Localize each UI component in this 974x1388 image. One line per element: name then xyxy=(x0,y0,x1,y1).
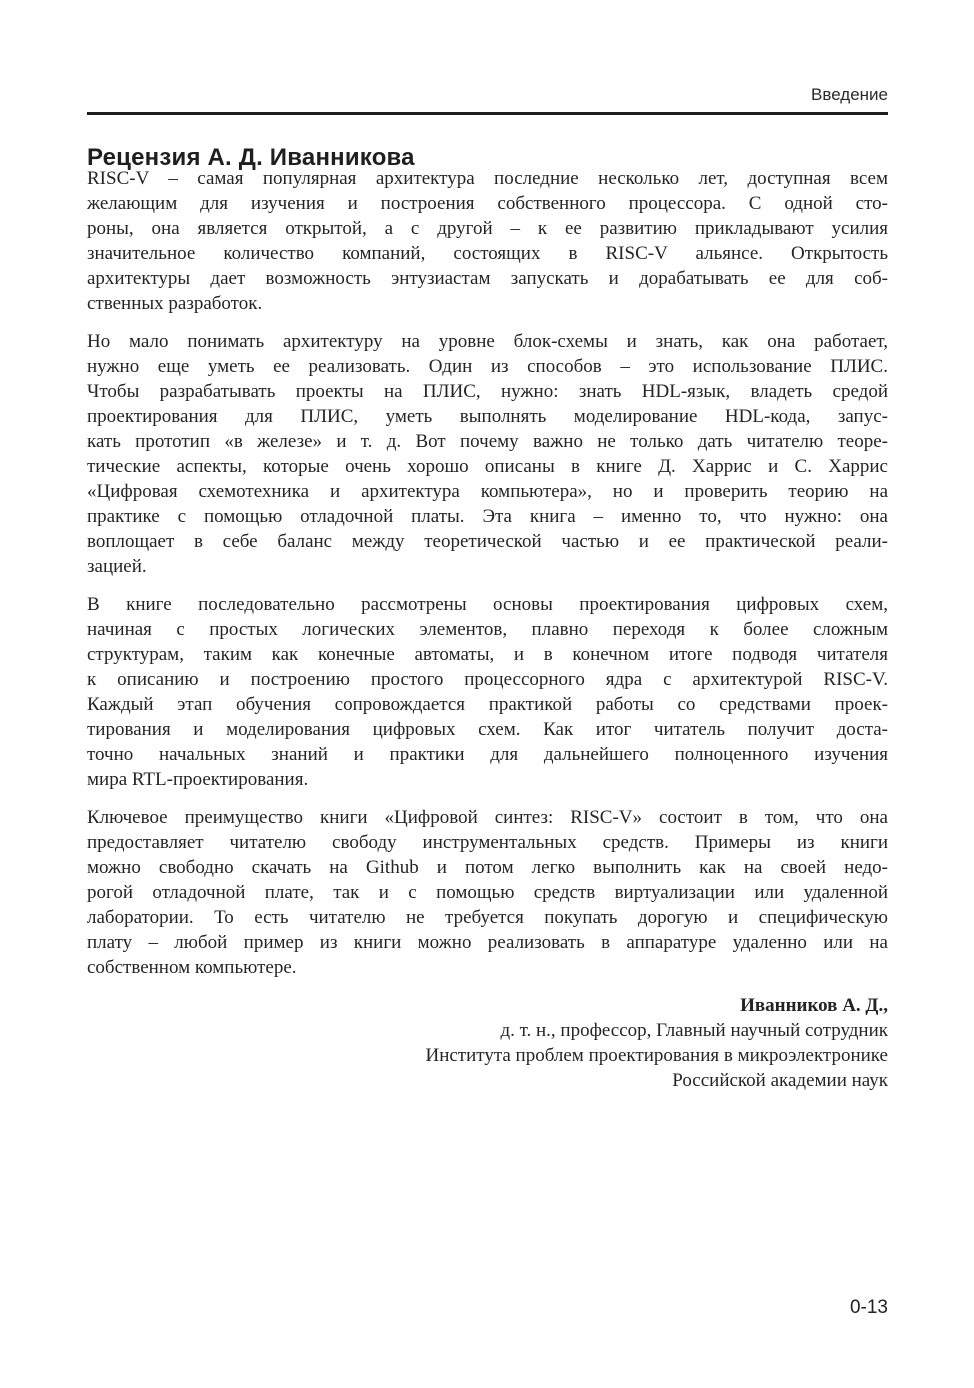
paragraph xyxy=(87,592,888,792)
paragraph xyxy=(87,329,888,579)
text-line: RISC-V – самая популярная архитектура последние несколько лет, доступная всем xyxy=(87,168,888,189)
signature-line: д. т. н., профессор, Главный научный сотрудник xyxy=(500,1020,888,1041)
text-line: кать прототип «в железе» и т. д. Вот почему важно не только дать читателю теоре- xyxy=(87,431,888,452)
header-rule xyxy=(87,112,888,115)
text-line: предоставляет читателю свободу инструментальных средств. Примеры из книги xyxy=(87,832,888,853)
text-line: собственном компьютере. xyxy=(87,957,297,978)
text-line: мира RTL-проектирования. xyxy=(87,769,309,790)
text-line: Но мало понимать архитектуру на уровне блок-схемы и знать, как она работает, xyxy=(87,331,888,352)
text-line: архитектуры дает возможность энтузиастам запускать и дорабатывать ее для соб- xyxy=(87,268,888,289)
text-line: рогой отладочной плате, так и с помощью средств виртуализации или удаленной xyxy=(87,882,888,903)
text-line: желающим для изучения и построения собственного процессора. С одной сто- xyxy=(87,193,888,214)
text-line: тические аспекты, которые очень хорошо описаны в книге Д. Харрис и С. Харрис xyxy=(87,456,888,477)
paragraph xyxy=(87,805,888,980)
text-line: роны, она является открытой, а с другой – к ее развитию прикладывают усилия xyxy=(87,218,888,239)
text-line: практике с помощью отладочной платы. Эта книга – именно то, что нужно: она xyxy=(87,506,888,527)
running-header: Введение xyxy=(811,85,888,104)
text-line: значительное количество компаний, состоящих в RISC-V альянсе. Открытость xyxy=(87,243,888,264)
text-line: к описанию и построению простого процессорного ядра с архитектурой RISC-V. xyxy=(87,669,888,690)
text-line: точно начальных знаний и практики для дальнейшего полноценного изучения xyxy=(87,744,888,765)
text-line: начиная с простых логических элементов, плавно переходя к более сложным xyxy=(87,619,888,640)
text-line: плату – любой пример из книги можно реализовать в аппаратуре удаленно или на xyxy=(87,932,888,953)
signature-line: Российской академии наук xyxy=(672,1070,888,1091)
text-line: Ключевое преимущество книги «Цифровой синтез: RISC-V» состоит в том, что она xyxy=(87,807,888,828)
text-line: структурам, таким как конечные автоматы, и в конечном итоге подводя читателя xyxy=(87,644,888,665)
page-title: Рецензия А. Д. Иванникова xyxy=(87,144,415,172)
page-number: 0-13 xyxy=(849,1297,888,1318)
text-line: воплощает в себе баланс между теоретической частью и ее практической реали- xyxy=(87,531,888,552)
review-body xyxy=(87,166,888,1093)
signature-block xyxy=(87,993,888,1093)
text-line: тирования и моделирования цифровых схем. Как итог читатель получит доста- xyxy=(87,719,888,740)
text-line: проектирования для ПЛИС, уметь выполнять моделирование HDL-кода, запус- xyxy=(87,406,888,427)
text-line: нужно еще уметь ее реализовать. Один из способов – это использование ПЛИС. xyxy=(87,356,888,377)
signature-line: Института проблем проектирования в микроэлектронике xyxy=(425,1045,888,1066)
text-line: ственных разработок. xyxy=(87,293,263,314)
text-line: В книге последовательно рассмотрены основы проектирования цифровых схем, xyxy=(87,594,888,615)
paragraph xyxy=(87,166,888,316)
text-line: можно свободно скачать на Github и потом легко выполнить как на своей недо- xyxy=(87,857,888,878)
text-line: зацией. xyxy=(87,556,147,577)
text-line: «Цифровая схемотехника и архитектура компьютера», но и проверить теорию на xyxy=(87,481,888,502)
signature-name: Иванников А. Д., xyxy=(740,995,888,1016)
text-line: Каждый этап обучения сопровождается практикой работы со средствами проек- xyxy=(87,694,888,715)
text-line: лаборатории. То есть читателю не требуется покупать дорогую и специфическую xyxy=(87,907,888,928)
text-line: Чтобы разрабатывать проекты на ПЛИС, нужно: знать HDL-язык, владеть средой xyxy=(87,381,888,402)
